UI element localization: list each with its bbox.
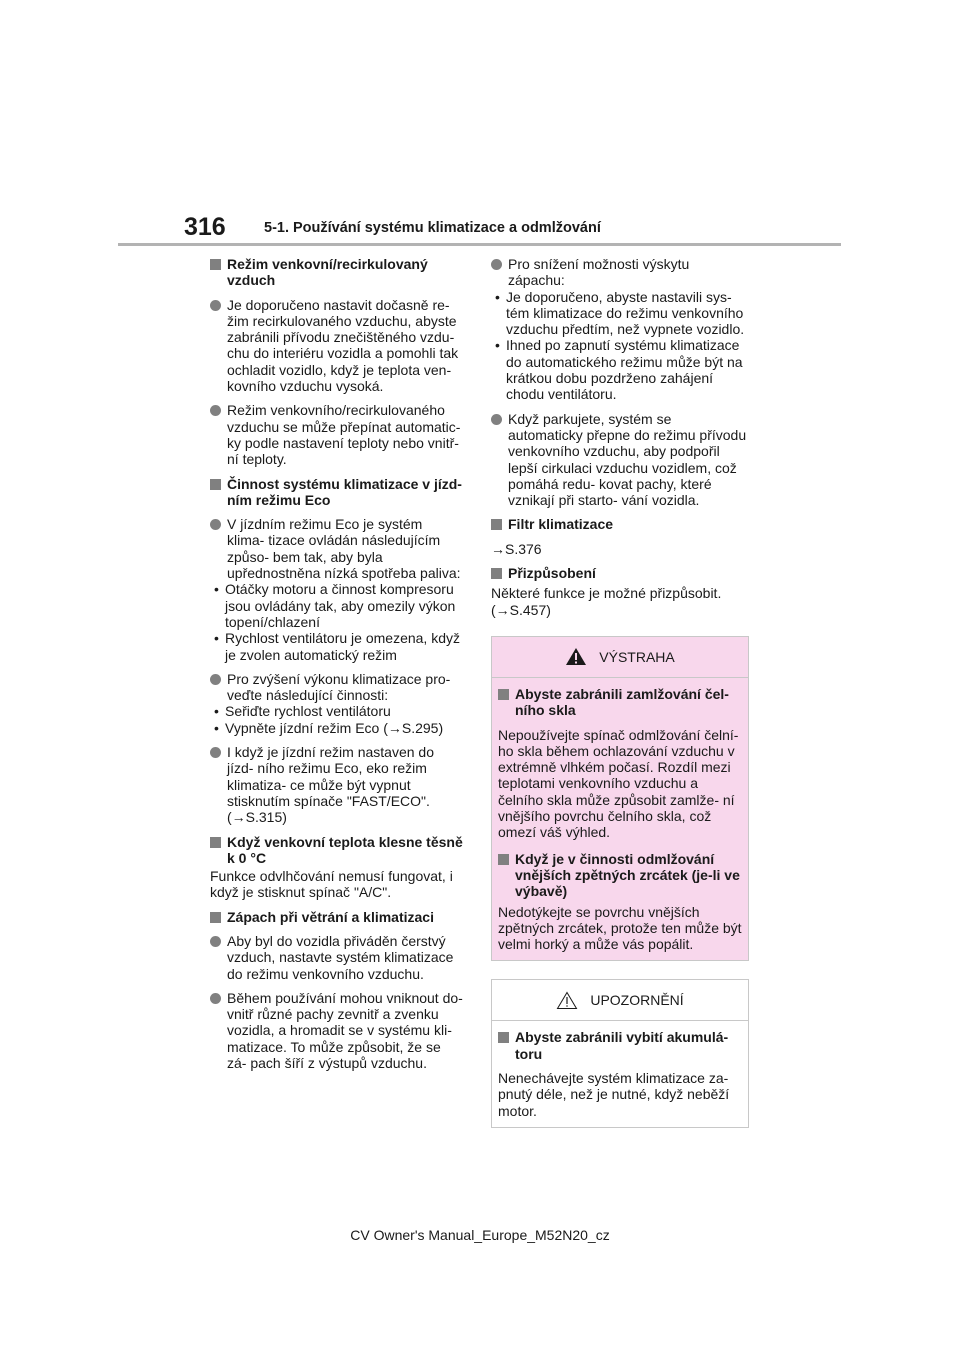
bullet-paragraph: Když parkujete, systém se automaticky přepne do režimu přívodu venkovního vzduchu, aby podpořil lepší cirkulaci vzduchu vozidlem, což pomáhá redu- kovat pachy, které vznikají při starto- vání vozidla. — [491, 411, 749, 509]
header-rule — [118, 243, 841, 246]
footer-manual-id: CV Owner's Manual_Europe_M52N20_cz — [350, 1227, 610, 1243]
section-heading: Abyste zabránili vybití akumulá- toru — [498, 1029, 742, 1062]
warning-icon — [565, 647, 587, 666]
section-heading: Přizpůsobení — [491, 565, 749, 581]
section-heading: Zápach při větrání a klimatizaci — [210, 909, 463, 925]
left-column — [210, 256, 463, 1079]
section-heading: Filtr klimatizace — [491, 516, 749, 532]
notice-box-body — [492, 1021, 748, 1126]
bullet-paragraph: I když je jízdní režim nastaven do jízd- ního režimu Eco, eko režim klimatiza- ce může být vypnut stisknutím spínače "FAST/ECO". (→S.315) — [210, 744, 463, 825]
section-heading: Činnost systému klimatizace v jízd- ním režimu Eco — [210, 476, 463, 509]
notice-box-title: UPOZORNĚNÍ — [590, 992, 684, 1009]
section-heading: Když venkovní teplota klesne těsně k 0 °C — [210, 834, 463, 867]
notice-box — [491, 979, 749, 1127]
section-heading: Režim venkovní/recirkulovaný vzduch — [210, 256, 463, 289]
notice-triangle-icon — [556, 991, 578, 1010]
notice-box-header — [492, 980, 748, 1021]
page-reference: →S.376 — [491, 540, 542, 557]
caution-box-body — [492, 678, 748, 960]
page-number: 316 — [184, 213, 226, 241]
paragraph: Funkce odvlhčování nemusí fungovat, i když je stisknut spínač "A/C". — [210, 868, 453, 901]
bullet-paragraph: Režim venkovního/recirkulovaného vzduchu se může přepínat automatic- ky podle nastavení teploty nebo vnitř- ní teploty. — [210, 402, 463, 467]
bullet-group — [210, 671, 463, 736]
caution-box-header — [492, 637, 748, 678]
bullet-group — [210, 516, 463, 663]
caution-box — [491, 636, 749, 961]
dash-item: • Rychlost ventilátoru je omezena, když je zvolen automatický režim — [210, 630, 463, 663]
chapter-title: 5-1. Používání systému klimatizace a odmlžování — [264, 220, 601, 236]
bullet-paragraph: Pro snížení možnosti výskytu zápachu: — [491, 256, 749, 289]
caution-box-title: VÝSTRAHA — [599, 648, 675, 665]
paragraph: Nenechávejte systém klimatizace za- pnutý déle, než je nutné, když neběží motor. — [498, 1069, 730, 1119]
bullet-paragraph: V jízdním režimu Eco je systém klima- tizace ovládán následujícím způso- bem tak, aby byla upřednostněna nízká spotřeba paliva: — [210, 516, 463, 581]
dash-item: • Otáčky motoru a činnost kompresoru jsou ovládány tak, aby omezily výkon topení/chlazení — [210, 581, 463, 630]
bullet-paragraph: Aby byl do vozidla přiváděn čerstvý vzduch, nastavte systém klimatizace do režimu venkovního vzduchu. — [210, 933, 463, 982]
dash-item: • Vypněte jízdní režim Eco (→S.295) — [210, 720, 463, 736]
section-heading: Když je v činnosti odmlžování vnějších zpětných zrcátek (je-li ve výbavě) — [498, 851, 742, 900]
right-column — [491, 256, 749, 1128]
paragraph: Některé funkce je možné přizpůsobit. (→S.457) — [491, 585, 722, 618]
paragraph: Nedotýkejte se povrchu vnějších zpětných zrcátek, protože ten může být velmi horký a může vás popálit. — [498, 903, 742, 953]
paragraph: Nepoužívejte spínač odmlžování čelní- ho skla během ochlazování vzduchu v extrémně vlhkém počasí. Rozdíl mezi teplotami venkovního vzduchu a čelního skla může způsobit zamlže- ní vnějšího povrchu čelního skla, což omezí váš výhled. — [498, 726, 739, 841]
dash-item: • Je doporučeno, abyste nastavili sys- tém klimatizace do režimu venkovního vzduchu předtím, než vypnete vozidlo. — [491, 289, 749, 338]
bullet-paragraph: Je doporučeno nastavit dočasně re- žim recirkulovaného vzduchu, abyste zabránili přívodu znečištěného vzdu- chu do interiéru vozidla a pomohli tak ochladit vozidlo, když je teplota ven- kovního vzduchu vysoká. — [210, 297, 463, 395]
bullet-paragraph: Během používání mohou vniknout do- vnitř různé pachy zevnitř a zvenku vozidla, a hromadit se v systému kli- matizace. To může způsobit, že se zá- pach šíří z výstupů vzduchu. — [210, 990, 463, 1071]
bullet-paragraph: Pro zvýšení výkonu klimatizace pro- veďte následující činnosti: — [210, 671, 463, 704]
section-heading: Abyste zabránili zamlžování čel- ního skla — [498, 686, 742, 719]
dash-item: • Seřiďte rychlost ventilátoru — [210, 703, 463, 719]
dash-item: • Ihned po zapnutí systému klimatizace do automatického režimu může být na krátkou dobu pozdrženo zahájení chodu ventilátoru. — [491, 337, 749, 402]
bullet-group — [491, 256, 749, 403]
